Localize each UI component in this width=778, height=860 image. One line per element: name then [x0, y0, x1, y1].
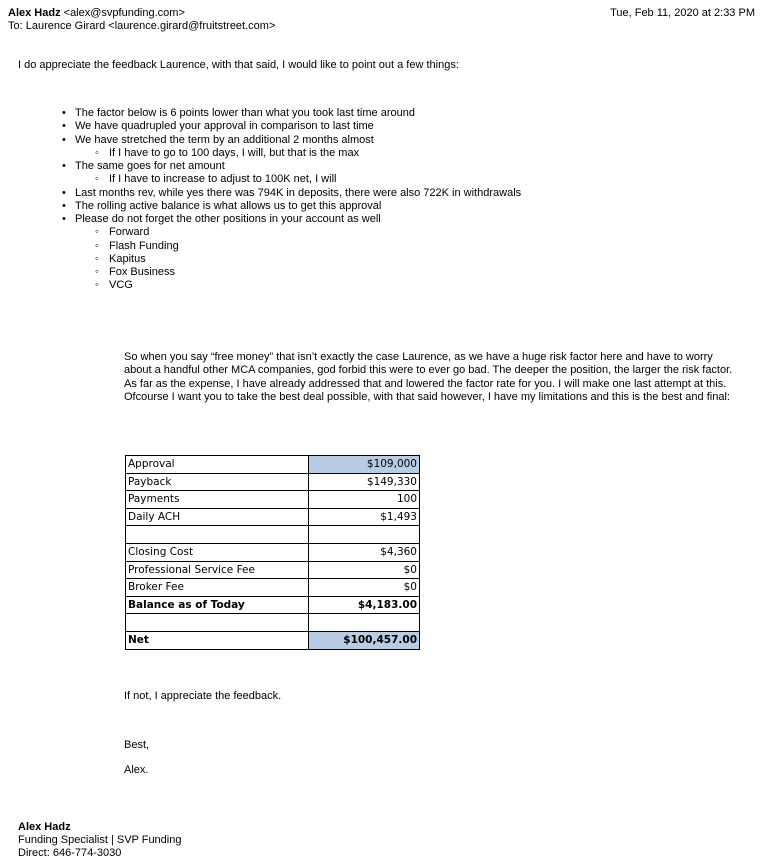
table-empty-cell	[126, 614, 309, 632]
table-label: Payback	[126, 473, 309, 491]
signature-title: Funding Specialist | SVP Funding	[18, 834, 182, 846]
sub-list-item: ◦ VCG	[109, 279, 521, 292]
table-value: $4,183.00	[309, 596, 420, 614]
sub-list-item: ◦ Fox Business	[109, 266, 521, 279]
table-value: $0	[309, 561, 420, 579]
table-row	[126, 456, 420, 474]
list-item-text: The same goes for net amount	[75, 160, 225, 172]
sub-list	[75, 173, 521, 186]
table-label: Closing Cost	[126, 543, 309, 561]
table-row	[126, 579, 420, 597]
table-empty-cell	[126, 526, 309, 544]
bullet-list	[75, 107, 521, 293]
table-empty-cell	[309, 614, 420, 632]
list-item	[75, 187, 521, 200]
list-item-text: We have stretched the term by an additional 2 months almost	[75, 133, 374, 146]
sender-signoff-name: Alex.	[124, 764, 149, 776]
table-value: 100	[309, 491, 420, 509]
signature-name: Alex Hadz	[18, 821, 71, 833]
signature-phone[interactable]: Direct: 646-774-3030	[18, 847, 122, 859]
list-item-text: Please do not forget the other positions in your account as well	[75, 213, 381, 225]
sub-list	[75, 226, 521, 292]
list-item	[75, 107, 521, 120]
table-spacer-row	[126, 526, 420, 544]
table-label: Payments	[126, 491, 309, 509]
table-label: Approval	[126, 456, 309, 474]
list-item-text: The rolling active balance is what allows us to get this approval	[75, 199, 382, 212]
sub-list-item: ◦ If I have to increase to adjust to 100K net, I will	[109, 173, 521, 186]
closing-text: If not, I appreciate the feedback.	[124, 690, 282, 702]
deal-table	[125, 455, 420, 650]
list-item	[75, 160, 521, 187]
table-empty-cell	[309, 526, 420, 544]
table-row	[126, 631, 420, 649]
table-value: $149,330	[309, 473, 420, 491]
table-row	[126, 543, 420, 561]
sender-email[interactable]: <alex@svpfunding.com>	[63, 7, 185, 19]
intro-text: I do appreciate the feedback Laurence, with that said, I would like to point out a few things:	[18, 59, 459, 71]
table-row	[126, 491, 420, 509]
to-label: To:	[8, 20, 23, 32]
body-paragraph: So when you say “free money” that isn’t exactly the case Laurence, as we have a huge risk factor here and have to worry about a handful other MCA companies, god forbid this were to ever go bad. The deeper the position, the larger the risk factor. As far as the expense, I have already addressed that and lowered the factor rate for you. I will make one last attempt at this. Ofcourse I want you to take the best deal possible, with that said however, I have my limitations and this is the best and final:	[124, 351, 733, 404]
table-label: Broker Fee	[126, 579, 309, 597]
recipient[interactable]: Laurence Girard <laurence.girard@fruitstreet.com>	[25, 20, 276, 32]
table-row	[126, 596, 420, 614]
table-value: $4,360	[309, 543, 420, 561]
table-label: Daily ACH	[126, 508, 309, 526]
table-row	[126, 473, 420, 491]
table-value: $109,000	[309, 456, 420, 474]
table-spacer-row	[126, 614, 420, 632]
list-item-text: We have quadrupled your approval in comparison to last time	[75, 120, 374, 133]
list-item-text: The factor below is 6 points lower than what you took last time around	[75, 107, 415, 119]
table-row	[126, 508, 420, 526]
signature-block	[18, 821, 181, 860]
email-date: Tue, Feb 11, 2020 at 2:33 PM	[610, 7, 755, 19]
list-item	[75, 213, 521, 293]
sub-list-item: ◦ Flash Funding	[109, 240, 521, 253]
table-label: Net	[126, 631, 309, 649]
sub-list	[75, 147, 521, 160]
sub-list-item: ◦ Kapitus	[109, 253, 521, 266]
sub-list-item: ◦ Forward	[109, 226, 521, 239]
sign-off: Best,	[124, 739, 150, 751]
table-value: $1,493	[309, 508, 420, 526]
list-item	[75, 200, 521, 213]
table-row	[126, 561, 420, 579]
list-item-text: Last months rev, while yes there was 794K in deposits, there were also 722K in withdrawals	[75, 186, 522, 199]
list-item	[75, 134, 521, 161]
table-value: $100,457.00	[309, 631, 420, 649]
table-value: $0	[309, 579, 420, 597]
sender-name: Alex Hadz	[8, 7, 61, 19]
to-line	[8, 20, 768, 33]
table-label: Professional Service Fee	[126, 561, 309, 579]
sub-list-item: ◦ If I have to go to 100 days, I will, but that is the max	[109, 147, 521, 160]
list-item	[75, 120, 521, 133]
email-header	[8, 7, 768, 33]
table-label: Balance as of Today	[126, 596, 309, 614]
